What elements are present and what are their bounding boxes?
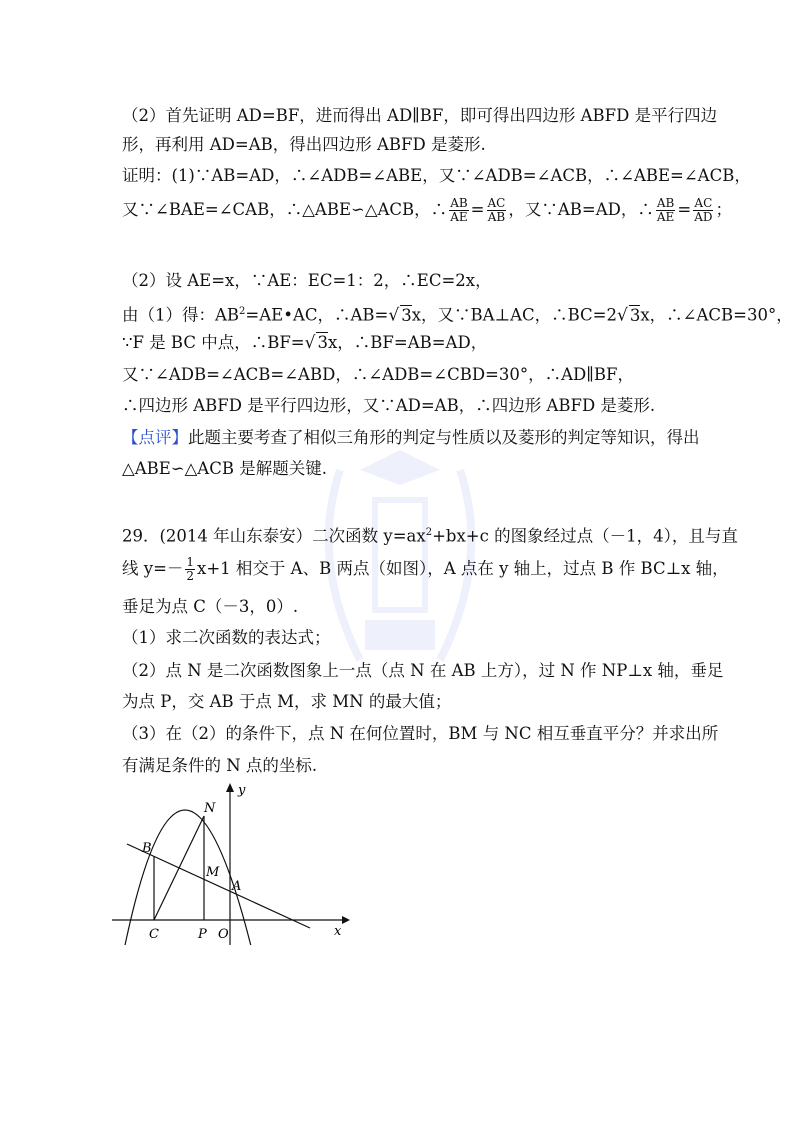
label-n: N [204,801,216,816]
part2-intro-line1: （2）首先证明 AD=BF，进而得出 AD∥BF，即可得出四边形 ABFD 是平行四边 [122,106,718,125]
frac-den: AD [694,210,713,224]
superscript: 2 [239,306,246,317]
q29-sub2b: 为点 P，交 AB 于点 M，求 MN 的最大值； [122,692,452,711]
comment-tag: 【点评】 [122,428,188,447]
q29-line3: 垂足为点 C（－3，0）. [122,597,299,616]
fraction-ac-ad [693,197,713,224]
label-b: B [142,841,152,856]
fraction-one-half [185,556,195,583]
proof1-text-a: 又∵∠BAE=∠CAB，∴△ABE∽△ACB，∴ [122,200,448,219]
proof1-text-c: ； [715,200,732,219]
superscript: 2 [425,527,433,538]
q29-line1 [122,522,738,548]
equals-sign: = [470,200,485,219]
frac-num: 1 [186,555,195,569]
comment-text: 此题主要考查了相似三角形的判定与性质以及菱形的判定等知识，得出 [188,428,700,447]
sqrt-icon: √ [617,305,628,326]
sqrt-radicand: 3 [401,305,412,325]
fraction-ac-ab [487,197,507,224]
text: 线 y=－ [122,559,184,578]
label-m: M [206,865,220,880]
proof1-text-b: ，又∵AB=AD，∴ [508,200,654,219]
q29-sub3a: （3）在（2）的条件下，点 N 在何位置时，BM 与 NC 相互垂直平分？并求出所 [122,724,719,743]
q29-sub1: （1）求二次函数的表达式； [122,628,331,647]
label-p: P [198,927,207,942]
parabola-figure [112,780,352,945]
frac-den: AE [450,210,468,224]
frac-den: 2 [186,569,195,583]
text: x，∴∠ACB=30°， [640,305,793,325]
text: x+1 相交于 A、B 两点（如图），A 点在 y 轴上，过点 B 作 BC⊥x 轴， [197,559,729,578]
proof2-line1: （2）设 AE=x，∵AE：EC=1：2，∴EC=2x， [122,271,492,290]
segment-nc [154,816,204,920]
text: 由（1）得：AB [122,305,240,325]
fraction-ab-ae [449,197,468,224]
text: x，∴BF=AB=AD， [327,333,488,352]
equals-sign: = [677,200,692,219]
text: ∵F 是 BC 中点，∴BF= [122,333,305,352]
label-o: O [218,927,229,942]
frac-den: AB [487,210,506,224]
q29-sub2a: （2）点 N 是二次函数图象上一点（点 N 在 AB 上方），过 N 作 NP⊥x 轴，垂足 [122,661,724,680]
text: 29．(2014 年山东泰安）二次函数 y=ax [122,526,426,546]
x-axis-arrow-icon [342,916,350,924]
label-y: y [238,783,246,798]
proof2-line5: ∴四边形 ABFD 是平行四边形，又∵AD=AB，∴四边形 ABFD 是菱形. [122,396,656,415]
proof1-line2 [122,197,732,224]
part2-intro-line2: 形，再利用 AD=AB，得出四边形 ABFD 是菱形. [122,135,486,154]
comment-line1 [122,427,700,449]
text: x，又∵BA⊥AC，∴BC=2 [411,305,617,325]
label-x: x [334,924,342,939]
fraction-ab-ae-2 [656,197,675,224]
sqrt-icon: √ [304,333,316,353]
text: =AE•AC，∴AB= [245,305,389,325]
y-axis-arrow-icon [226,783,234,792]
frac-den: AE [656,210,675,224]
comment-line2: △ABE∽△ACB 是解题关键. [122,459,327,478]
text: +bx+c 的图象经过点（－1，4），且与直 [432,526,738,546]
sqrt-radicand: 3 [629,305,641,325]
sqrt-radicand: 3 [317,333,328,352]
frac-num: AB [450,196,468,210]
proof2-line4: 又∵∠ADB=∠ACB=∠ABD，∴∠ADB=∠CBD=30°，∴AD∥BF， [122,365,634,384]
sqrt-icon: √ [388,305,400,326]
q29-line2 [122,556,729,583]
frac-num: AC [487,196,506,210]
frac-num: AC [694,196,713,210]
label-c: C [149,927,159,942]
proof2-line2 [122,301,793,327]
proof2-line3 [122,332,487,354]
frac-num: AB [656,196,675,210]
q29-sub3b: 有满足条件的 N 点的坐标. [122,756,318,775]
proof1-line1: 证明：(1)∵AB=AD，∴∠ADB=∠ABE，又∵∠ADB=∠ACB，∴∠ABE=∠ACB， [122,166,751,185]
parabola-curve [124,810,252,945]
label-a: A [232,879,242,894]
